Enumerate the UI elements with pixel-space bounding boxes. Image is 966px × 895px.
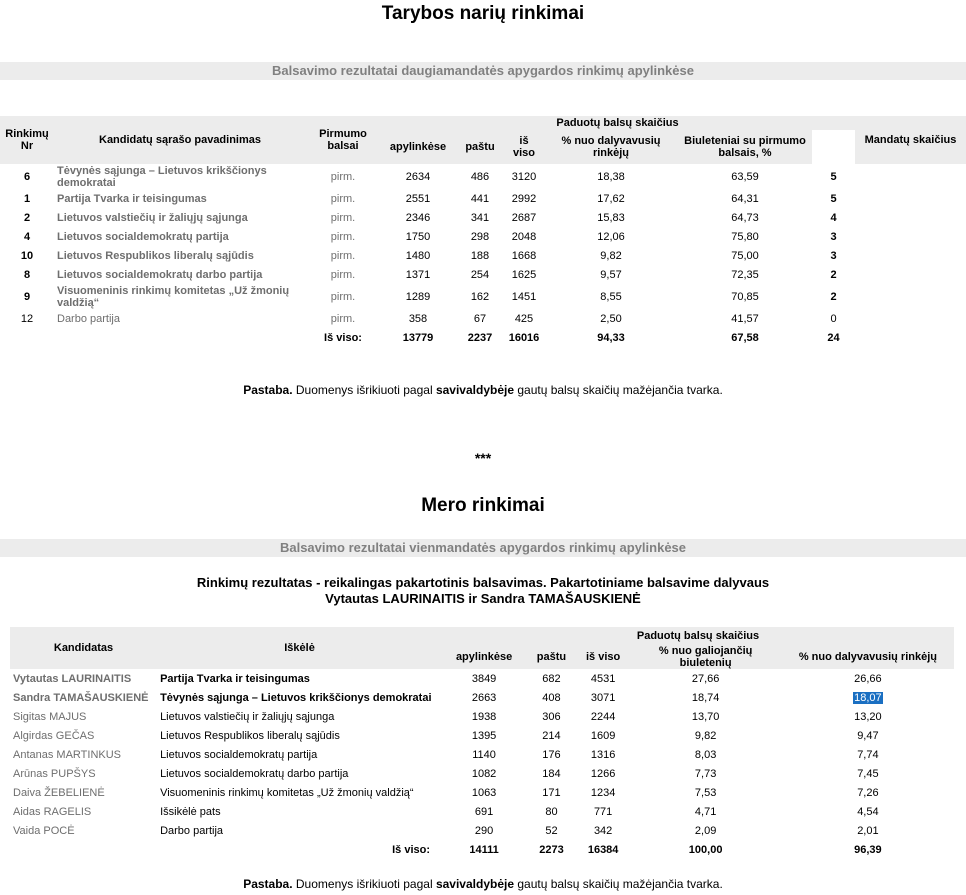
col-apylinkese: apylinkėse — [442, 645, 526, 669]
table-row: Sandra TAMAŠAUSKIENĖ Tėvynės sąjunga – Lietuvos krikščionys demokratai 2663 408 3071 18,74 18,07 — [10, 688, 954, 707]
col-pastu: paštu — [456, 130, 504, 164]
council-title: Tarybos narių rinkimai — [381, 3, 585, 24]
col-is-viso: iš viso — [504, 130, 544, 164]
mayor-note: Pastaba. Duomenys išrikiuoti pagal savivaldybėje gautų balsų skaičių mažėjančia tvarka. — [243, 877, 723, 891]
col-pct-participants: % nuo dalyvavusių rinkėjų — [544, 130, 678, 164]
col-apylinkese: apylinkėse — [380, 130, 456, 164]
col-pct-participants: % nuo dalyvavusių rinkėjų — [782, 645, 954, 669]
table-row: Arūnas PUPŠYS Lietuvos socialdemokratų darbo partija 1082 184 1266 7,73 7,45 — [13, 767, 879, 780]
col-group-votes: Paduotų balsų skaičius — [380, 116, 855, 130]
table-row: 1 Partija Tvarka ir teisingumas pirm. 2551 441 2992 17,62 64,31 5 — [23, 192, 837, 205]
table-row: Daiva ŽEBELIENĖ Visuomeninis rinkimų komitetas „Už žmonių valdžią“ 1063 171 1234 7,53 7,26 — [13, 786, 879, 799]
table-row: 10 Lietuvos Respublikos liberalų sąjūdis pirm. 1480 188 1668 9,82 75,00 3 — [20, 249, 837, 262]
table-row: Algirdas GEČAS Lietuvos Respublikos liberalų sąjūdis 1395 214 1609 9,82 9,47 — [13, 729, 879, 742]
col-pastu: paštu — [526, 645, 577, 669]
table-row: 2 Lietuvos valstiečių ir žaliųjų sąjunga pirm. 2346 341 2687 15,83 64,73 4 — [23, 211, 837, 224]
council-results-table — [0, 116, 966, 347]
table-row: 12 Darbo partija pirm. 358 67 425 2,50 41,57 0 — [20, 312, 837, 325]
council-results-band: Balsavimo rezultatai daugiamandatės apygardos rinkimų apylinkėse — [0, 62, 966, 80]
col-nr: Rinkimų Nr — [0, 116, 54, 164]
col-candidate: Kandidatas — [10, 627, 157, 669]
mayor-title: Mero rinkimai — [421, 495, 545, 516]
council-note: Pastaba. Duomenys išrikiuoti pagal savivaldybėje gautų balsų skaičių mažėjančia tvarka. — [243, 383, 723, 397]
table-row: Aidas RAGELIS Išsikėlė pats 691 80 771 4,71 4,54 — [13, 805, 879, 818]
col-pct-valid: % nuo galiojančių biuletenių — [629, 645, 781, 669]
mayor-results-band: Balsavimo rezultatai vienmandatės apygardos rinkimų apylinkėse — [0, 539, 966, 557]
col-first-ballots-pct: Biuleteniai su pirmumo balsais, % — [678, 130, 812, 164]
table-row: Antanas MARTINKUS Lietuvos socialdemokratų partija 1140 176 1316 8,03 7,74 — [13, 748, 879, 761]
table-row: 8 Lietuvos socialdemokratų darbo partija pirm. 1371 254 1625 9,57 72,35 2 — [23, 268, 837, 281]
col-mandates: Mandatų skaičius — [855, 116, 966, 164]
col-nominated-by: Iškėlė — [157, 627, 442, 669]
section-separator: *** — [474, 450, 492, 466]
table-row: 9 Visuomeninis rinkimų komitetas „Už žmonių valdžią“ pirm. 1289 162 1451 8,55 70,85 2 — [23, 284, 837, 309]
table-row: Sigitas MAJUS Lietuvos valstiečių ir žaliųjų sąjunga 1938 306 2244 13,70 13,20 — [13, 710, 882, 723]
col-is-viso: iš viso — [577, 645, 630, 669]
col-first-votes: Pirmumo balsai — [306, 116, 380, 164]
totals-row: Iš viso: 14111 2273 16384 100,00 96,39 — [392, 843, 882, 856]
table-row: 4 Lietuvos socialdemokratų partija pirm. 1750 298 2048 12,06 75,80 3 — [23, 230, 837, 243]
table-row: Vytautas LAURINAITIS Partija Tvarka ir teisingumas 3849 682 4531 27,66 26,66 — [13, 672, 882, 685]
selected-cell[interactable]: 18,07 — [854, 691, 882, 704]
col-group-votes: Paduotų balsų skaičius — [442, 627, 954, 645]
totals-row: Iš viso: 13779 2237 16016 94,33 67,58 24 — [324, 331, 840, 344]
mayor-result-summary: Rinkimų rezultatas - reikalingas pakartotinis balsavimas. Pakartotiniame balsavime dalyvaus Vytautas LAURINAITIS ir Sandra TAMAŠAUSKIENĖ — [196, 575, 770, 606]
table-row: 6 Tėvynės sąjunga – Lietuvos krikščionys demokratai pirm. 2634 486 3120 18,38 63,59 5 — [23, 164, 837, 189]
col-list-name: Kandidatų sąrašo pavadinimas — [54, 116, 306, 164]
mayor-results-table — [10, 627, 954, 859]
table-row: Vaida POCĖ Darbo partija 290 52 342 2,09 2,01 — [13, 824, 879, 837]
